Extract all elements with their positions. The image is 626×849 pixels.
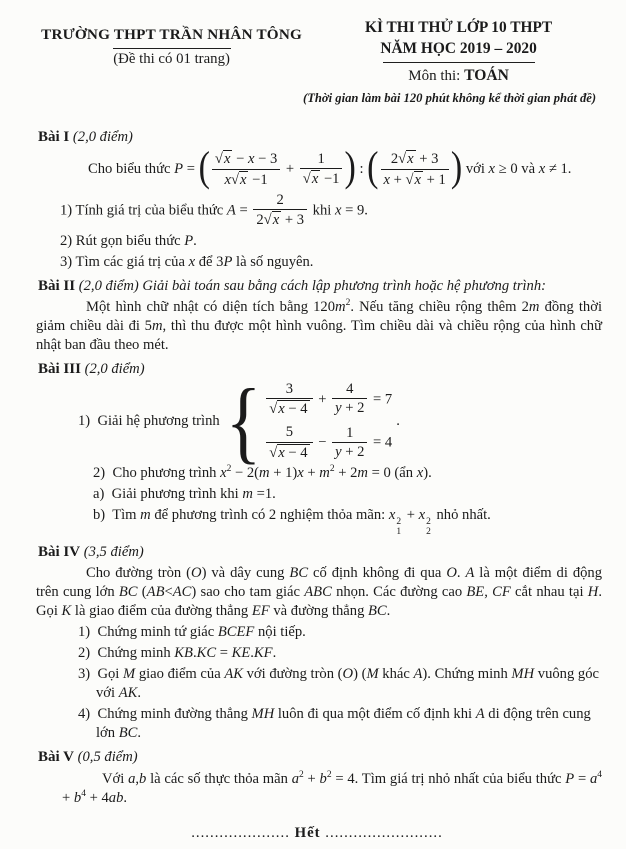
school-block <box>30 18 313 69</box>
equation-system <box>226 382 393 462</box>
bai4-item-3: 3) Gọi M giao điểm của AK với đường tròn (O) (M khác A). Chứng minh MH vuông góc với AK. <box>78 666 599 702</box>
bai1-item-3: 3) Tìm các giá trị của x để 3P là số nguyên. <box>60 253 314 270</box>
bai3-item1-label: 1) Giải hệ phương trình <box>78 413 220 430</box>
exam-title: KÌ THI THỬ LỚP 10 THPT <box>364 19 553 36</box>
bai3-heading: Bài III (2,0 điểm) <box>38 361 145 378</box>
bai4-item-1: 1) Chứng minh tứ giác BCEF nội tiếp. <box>78 624 306 641</box>
school-underline <box>113 48 231 49</box>
system-equations <box>264 382 392 462</box>
section-bai-5 <box>30 748 604 807</box>
bai2-paragraph: Một hình chữ nhật có diện tích bằng $120m^2$. Nếu tăng chiều rộng thêm 2m đồng thời giảm chiều dài đi 5m, thì thu được một hình vuông. Tìm chiều dài và chiều rộng của hình chữ nhật ban đầu theo mét. <box>36 298 603 354</box>
bai5-heading: Bài V (0,5 điểm) <box>38 749 138 766</box>
bai4-item-2: 2) Chứng minh KB.KC = KE.KF. <box>78 645 277 662</box>
system-equation-1: $\frac{3}{√x - 4}$ + $\frac{4}{y + 2}$ = 7 <box>264 382 392 419</box>
system-equation-2: $\frac{5}{√x - 4}$ − $\frac{1}{y + 2}$ = 4 <box>264 425 392 462</box>
school-name: TRƯỜNG THPT TRẦN NHÂN TÔNG <box>41 26 303 43</box>
bai3-item-2: 2) Cho phương trình $x^2 - 2(m + 1)x + m^2 + 2m = 0$ (ẩn x). <box>93 464 432 481</box>
bai1-item-2: 2) Rút gọn biểu thức P. <box>60 232 197 249</box>
exam-body <box>30 128 604 808</box>
bai5-paragraph: Với a,b là các số thực thỏa mãn $a^2 + b^2 = 4$. Tìm giá trị nhỏ nhất của biểu thức $P = a^4 + b^4 + 4ab$. <box>62 769 602 806</box>
bai4-paragraph: Cho đường tròn (O) và dây cung BC cố định không đi qua O. A là một điểm di động trên cung lớn BC (AB<AC) sao cho tam giác ABC nhọn. Các đường cao BE, CF cắt nhau tại H. Gọi K là giao điểm của đường thẳng EF và đường thẳng BC. <box>36 565 603 620</box>
section-bai-3 <box>30 360 604 538</box>
page-count-note: (Đề thi có 01 trang) <box>113 50 230 67</box>
exam-info-block <box>303 18 604 106</box>
duration-note: (Thời gian làm bài 120 phút không kể thời gian phát đề) <box>303 90 597 105</box>
bai3-item-2b: b) Tìm m để phương trình có 2 nghiệm thỏa mãn: x 2 1 + x 2 2 nhỏ nhất. <box>93 506 491 537</box>
bai3-item-1 <box>78 382 604 462</box>
section-bai-2 <box>30 277 604 355</box>
year-underline <box>383 62 535 63</box>
end-marker: ..................... Hết ......................... <box>191 824 443 841</box>
bai1-heading: Bài I (2,0 điểm) <box>38 128 133 145</box>
bai4-heading: Bài IV (3,5 điểm) <box>38 543 144 560</box>
document-header <box>30 18 604 106</box>
section-bai-1 <box>30 128 604 272</box>
sentence-period: . <box>396 413 400 430</box>
bai1-formula-line: Cho biểu thức P = ( $\frac{√x - x - 3}{x√x -1}$ + $\frac{1}{√x -1}$ ) : ( $\frac{2√x + 3}{x + √x + 1}$ ) với x ≥ 0 và x ≠ 1. <box>88 144 572 191</box>
bai2-heading: Bài II (2,0 điểm) Giải bài toán sau bằng cách lập phương trình hoặc hệ phương trình: <box>38 277 547 294</box>
bai4-item-4: 4) Chứng minh đường thẳng MH luôn đi qua một điểm cố định khi A di động trên cung lớn BC. <box>78 706 591 742</box>
bai3-item-2a: a) Giải phương trình khi m =1. <box>93 485 276 502</box>
subject-line: Môn thi: TOÁN <box>408 67 509 85</box>
exam-year: NĂM HỌC 2019 – 2020 <box>380 40 537 58</box>
section-bai-4 <box>30 543 604 743</box>
bai1-item-1: 1) Tính giá trị của biểu thức A = $\frac{2}{2√x + 3}$ khi x = 9. <box>60 192 368 229</box>
